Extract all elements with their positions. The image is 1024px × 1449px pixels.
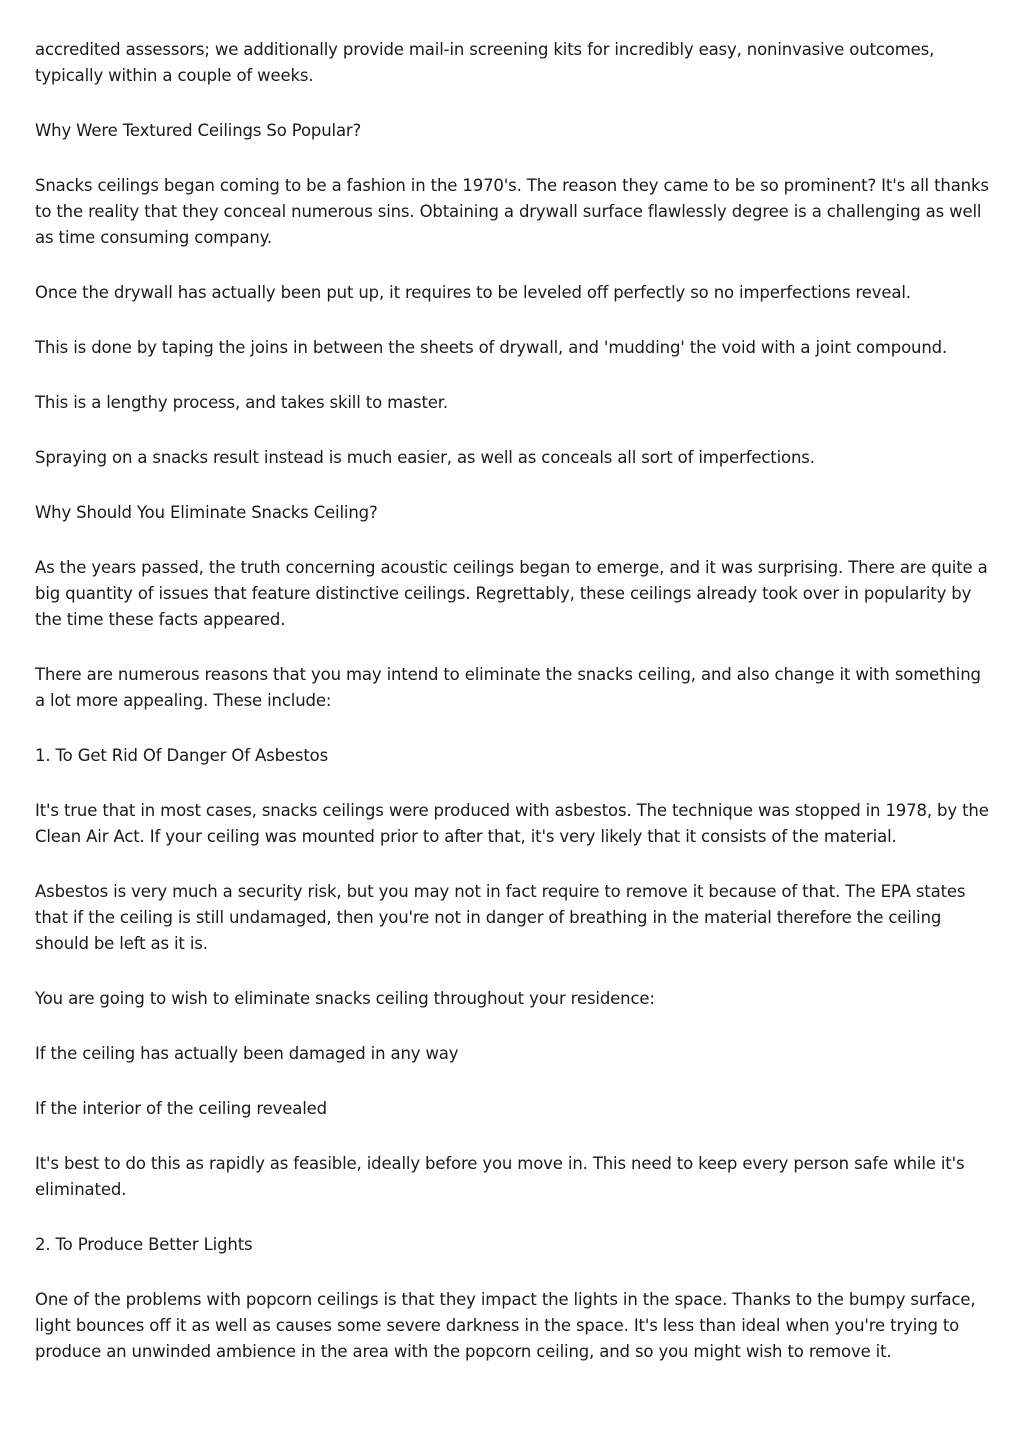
paragraph-intro-continuation: accredited assessors; we additionally provide mail-in screening kits for incredibly easy, noninvasive outcomes, typically within a couple of weeks.	[35, 40, 935, 85]
paragraph-1970s-fashion: Snacks ceilings began coming to be a fashion in the 1970's. The reason they came to be so prominent? It's all thanks to the reality that they conceal numerous sins. Obtaining a drywall surface flawlessly degree is a challenging as well as time consuming company.	[35, 176, 989, 247]
heading-better-lights: 2. To Produce Better Lights	[35, 1235, 253, 1254]
heading-asbestos: 1. To Get Rid Of Danger Of Asbestos	[35, 746, 329, 765]
paragraph-spraying: Spraying on a snacks result instead is much easier, as well as conceals all sort of imperfections.	[35, 448, 815, 467]
document-body	[35, 37, 995, 1394]
heading-why-eliminate: Why Should You Eliminate Snacks Ceiling?	[35, 503, 378, 522]
list-item-damaged: If the ceiling has actually been damaged in any way	[35, 1044, 459, 1063]
paragraph-lengthy-process: This is a lengthy process, and takes skill to master.	[35, 393, 448, 412]
heading-why-textured-popular: Why Were Textured Ceilings So Popular?	[35, 121, 362, 140]
paragraph-wish-to-eliminate: You are going to wish to eliminate snacks ceiling throughout your residence:	[35, 989, 655, 1008]
paragraph-taping-joins: This is done by taping the joins in between the sheets of drywall, and 'mudding' the void with a joint compound.	[35, 338, 948, 357]
paragraph-lights-problem: One of the problems with popcorn ceilings is that they impact the lights in the space. Thanks to the bumpy surface, light bounces off it as well as causes some severe darkness in the space. It's less than ideal when you're trying to produce an unwinded ambience in the area with the popcorn ceiling, and so you might wish to remove it.	[35, 1290, 976, 1361]
paragraph-numerous-reasons: There are numerous reasons that you may intend to eliminate the snacks ceiling, and also change it with something a lot more appealing. These include:	[35, 665, 981, 710]
list-item-interior-revealed: If the interior of the ceiling revealed	[35, 1099, 327, 1118]
paragraph-truth-emerged: As the years passed, the truth concerning acoustic ceilings began to emerge, and it was surprising. There are quite a big quantity of issues that feature distinctive ceilings. Regrettably, these ceilings already took over in popularity by the time these facts appeared.	[35, 558, 988, 629]
paragraph-drywall-leveled: Once the drywall has actually been put up, it requires to be leveled off perfectly so no imperfections reveal.	[35, 283, 911, 302]
paragraph-asbestos-risk: Asbestos is very much a security risk, but you may not in fact require to remove it because of that. The EPA states that if the ceiling is still undamaged, then you're not in danger of breathing in the material therefore the ceiling should be left as it is.	[35, 882, 966, 953]
paragraph-rapidly: It's best to do this as rapidly as feasible, ideally before you move in. This need to keep every person safe while it's eliminated.	[35, 1154, 965, 1199]
paragraph-asbestos-history: It's true that in most cases, snacks ceilings were produced with asbestos. The technique was stopped in 1978, by the Clean Air Act. If your ceiling was mounted prior to after that, it's very likely that it consists of the material.	[35, 801, 989, 846]
